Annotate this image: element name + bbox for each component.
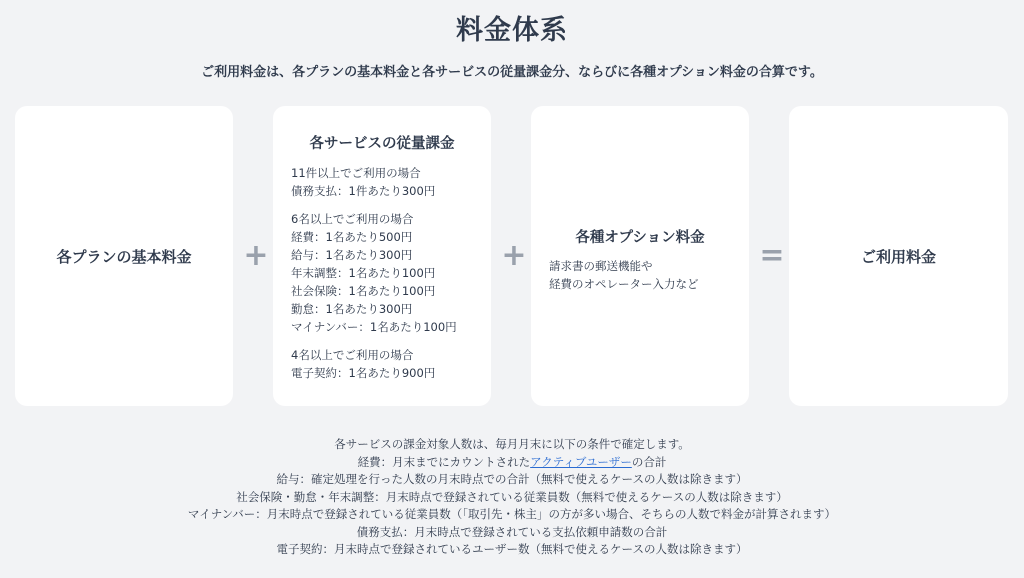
card-options-title: 各種オプション料金 <box>575 230 705 246</box>
usage-group <box>291 346 483 382</box>
note-line: 社会保険・勤怠・年末調整：月末時点で登録されている従業員数（無料で使えるケースの人数は除きます） <box>236 489 788 504</box>
usage-line: マイナンバー：1名あたり100円 <box>291 320 457 334</box>
card-plan-base-fee <box>15 106 233 406</box>
usage-group <box>291 164 483 200</box>
note-line: 電子契約：月末時点で登録されているユーザー数（無料で使えるケースの人数は除きます） <box>276 542 748 556</box>
note-text: の合計 <box>631 454 667 469</box>
note-line: マイナンバー：月末時点で登録されている従業員数（「取引先・株主」の方が多い場合、そちらの人数で料金が計算されます） <box>187 507 837 521</box>
card-total-title: ご利用料金 <box>860 247 936 266</box>
equals-icon: = <box>759 238 785 273</box>
options-line: 経費のオペレーター入力など <box>549 277 699 291</box>
plus-icon: + <box>501 238 527 273</box>
active-user-link[interactable]: アクティブユーザー <box>530 454 632 469</box>
usage-group <box>291 210 483 336</box>
card-plan-title: 各プランの基本料金 <box>56 247 192 266</box>
options-line: 請求書の郵送機能や <box>549 259 653 273</box>
usage-line: 経費：1名あたり500円 <box>291 230 413 244</box>
usage-line: 11件以上でご利用の場合 <box>291 166 421 180</box>
billing-notes <box>0 436 1024 559</box>
card-total-fee <box>789 106 1008 406</box>
page-subtitle: ご利用料金は、各プランの基本料金と各サービスの従量課金分、ならびに各種オプション料金の合算です。 <box>201 65 823 80</box>
usage-line: 6名以上でご利用の場合 <box>291 212 414 226</box>
page-title: 料金体系 <box>456 15 568 46</box>
note-text: 経費：月末までにカウントされた <box>357 454 531 469</box>
usage-fee-list <box>291 164 483 392</box>
note-line: 債務支払：月末時点で登録されている支払依頼申請数の合計 <box>356 524 668 539</box>
usage-line: 電子契約：1名あたり900円 <box>291 366 436 380</box>
note-line-expense <box>0 454 1024 472</box>
card-option-fee <box>531 106 749 406</box>
plus-icon: + <box>243 238 269 273</box>
usage-line: 給与：1名あたり300円 <box>291 248 413 262</box>
note-line: 給与：確定処理を行った人数の月末時点での合計（無料で使えるケースの人数は除きます） <box>276 472 748 486</box>
usage-line: 社会保険：1名あたり100円 <box>291 284 436 298</box>
options-description <box>549 257 741 293</box>
note-line: 各サービスの課金対象人数は、毎月月末に以下の条件で確定します。 <box>334 437 690 451</box>
usage-line: 年末調整：1名あたり100円 <box>291 266 436 280</box>
card-usage-title: 各サービスの従量課金 <box>309 136 455 152</box>
usage-line: 債務支払：1件あたり300円 <box>291 184 436 198</box>
card-usage-fee <box>273 106 491 406</box>
usage-line: 勤怠：1名あたり300円 <box>291 302 413 316</box>
usage-line: 4名以上でご利用の場合 <box>291 348 414 362</box>
